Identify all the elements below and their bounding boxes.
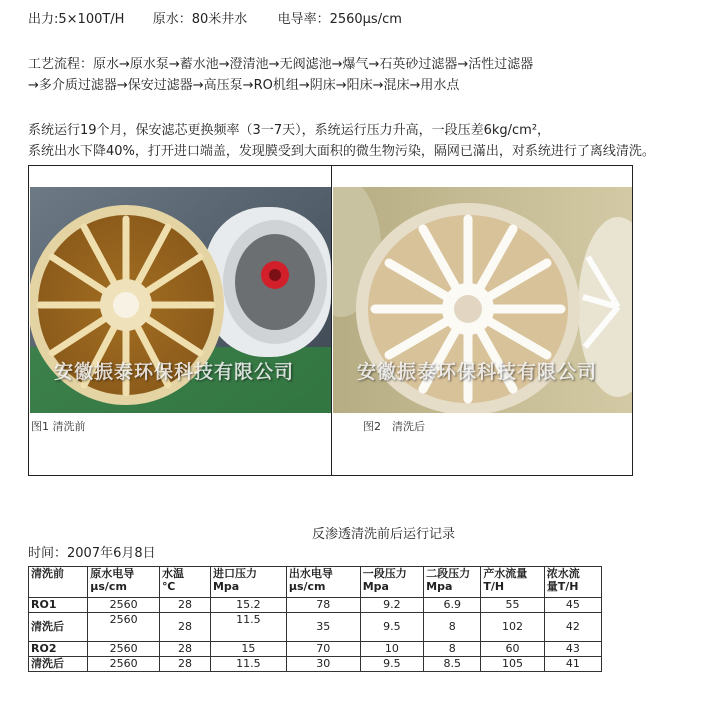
table-cell: 15 [210, 642, 286, 657]
table-title: 反渗透清洗前后运行记录 [312, 527, 456, 542]
table-cell: 60 [481, 642, 544, 657]
watermark-before: 安徽振泰环保科技有限公司 [54, 361, 295, 383]
raw-water-text: 原水：80米井水 [152, 12, 248, 27]
row-label: RO2 [29, 642, 88, 657]
table-cell: 28 [160, 613, 211, 642]
header-cell: 一段压力 Mpa [360, 567, 423, 598]
table-cell: 2560 [88, 598, 160, 613]
table-cell: 55 [481, 598, 544, 613]
table-cell: 10 [360, 642, 423, 657]
description-line-2: 系统出水下降40%，打开进口端盖，发现膜受到大面积的微生物污染，隔网已滿出，对系统进行了离线清洗。 [28, 144, 655, 159]
description-line-1: 系统运行19个月，保安滤芯更换频率（3一7天），系统运行压力升高，一段压差6kg/cm²， [28, 123, 551, 138]
after-caption: 图2 清洗后 [363, 420, 425, 433]
table-cell: 2560 [88, 642, 160, 657]
table-cell: 28 [160, 657, 211, 672]
operation-record-table [28, 566, 602, 672]
table-cell: 11.5 [210, 613, 286, 642]
table-cell: 42 [544, 613, 601, 642]
conductivity-text: 电导率：2560μs/cm [277, 12, 402, 27]
table-cell: 45 [544, 598, 601, 613]
process-line-1: 工艺流程：原水→原水泵→蓄水池→澄清池→无阀滤池→爆气→石英砂过滤器→活性过滤器 [28, 57, 534, 72]
header-cell: 清洗前 [29, 567, 88, 598]
table-cell: 11.5 [210, 657, 286, 672]
before-cleaning-photo [30, 187, 331, 413]
table-cell: 43 [544, 642, 601, 657]
table-row [29, 613, 602, 642]
table-cell: 9.2 [360, 598, 423, 613]
table-cell: 28 [160, 642, 211, 657]
spec-line [28, 11, 402, 29]
frame-divider [331, 166, 332, 475]
row-label: 清洗后 [29, 657, 88, 672]
table-row [29, 642, 602, 657]
header-cell: 浓水流 量T/H [544, 567, 601, 598]
watermark-after: 安徽振泰环保科技有限公司 [357, 361, 598, 383]
record-date: 时间：2007年6月8日 [28, 546, 156, 561]
table-row [29, 598, 602, 613]
capacity-text: 出力:5×100T/H [28, 12, 125, 27]
table-cell: 35 [286, 613, 360, 642]
table-cell: 78 [286, 598, 360, 613]
before-caption: 图1 清洗前 [31, 420, 86, 433]
row-label: RO1 [29, 598, 88, 613]
process-line-2: →多介质过滤器→保安过滤器→高压泵→RO机组→阴床→阳床→混床→用水点 [28, 78, 460, 93]
table-cell: 105 [481, 657, 544, 672]
after-cleaning-photo [333, 187, 632, 413]
photo-comparison-frame [28, 165, 633, 476]
row-label: 清洗后 [29, 613, 88, 642]
table-cell: 28 [160, 598, 211, 613]
header-cell: 产水流量 T/H [481, 567, 544, 598]
table-cell: 15.2 [210, 598, 286, 613]
table-cell: 41 [544, 657, 601, 672]
table-cell: 6.9 [424, 598, 481, 613]
table-cell: 8 [424, 613, 481, 642]
table-cell: 2560 [88, 613, 160, 642]
table-cell: 8.5 [424, 657, 481, 672]
header-cell: 水温 ℃ [160, 567, 211, 598]
header-cell: 二段压力 Mpa [424, 567, 481, 598]
table-cell: 102 [481, 613, 544, 642]
table-cell: 70 [286, 642, 360, 657]
header-cell: 原水电导 μs/cm [88, 567, 160, 598]
header-cell: 进口压力 Mpa [210, 567, 286, 598]
table-row [29, 657, 602, 672]
table-cell: 2560 [88, 657, 160, 672]
table-cell: 30 [286, 657, 360, 672]
table-cell: 9.5 [360, 657, 423, 672]
table-cell: 8 [424, 642, 481, 657]
table-cell: 9.5 [360, 613, 423, 642]
header-cell: 出水电导 μs/cm [286, 567, 360, 598]
table-header-row [29, 567, 602, 598]
